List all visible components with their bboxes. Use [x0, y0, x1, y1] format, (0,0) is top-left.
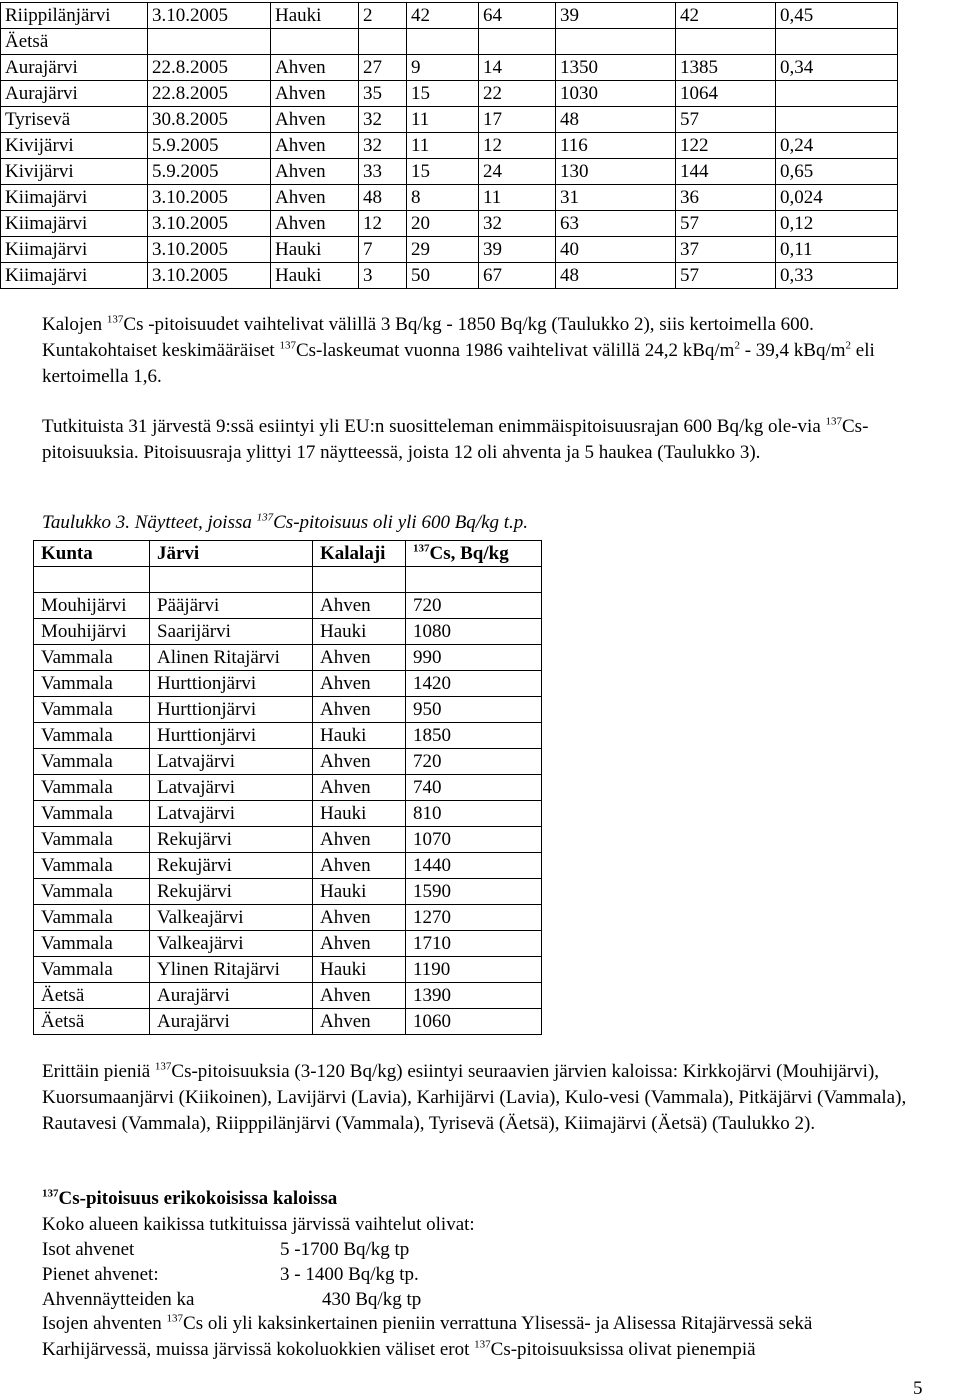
table-cell: Alinen Ritajärvi — [150, 645, 313, 671]
table-cell — [406, 567, 542, 593]
table-cell: Kivijärvi — [1, 159, 148, 185]
table-cell: Aurajärvi — [1, 81, 148, 107]
para3-sup-1: 137 — [154, 1060, 172, 1073]
table-row — [1, 159, 898, 185]
table-cell: 15 — [407, 81, 479, 107]
table-row — [34, 775, 542, 801]
table-row — [1, 133, 898, 159]
table-row — [1, 55, 898, 81]
table-cell: Ahven — [271, 159, 359, 185]
table-cell: 0,11 — [776, 237, 898, 263]
table-cell: 42 — [407, 3, 479, 29]
table-cell — [556, 29, 676, 55]
table-cell: 1190 — [406, 957, 542, 983]
paragraph-low-levels — [42, 1059, 922, 1137]
table-cell: 32 — [359, 133, 407, 159]
table-cell: 64 — [479, 3, 556, 29]
table-cell: Ahven — [313, 827, 406, 853]
header-cs — [406, 541, 542, 567]
table-cell: 67 — [479, 263, 556, 289]
para3-text-b: Cs-pitoisuuksia (3-120 Bq/kg) esiintyi seuraavien järvien kaloissa: Kirkkojärvi (Mouhijärvi), Kuorsumaanjärvi (Kiikoinen), Lavijärvi (Lavia), Karhijärvi (Lavia), Kulo-vesi (Vammala), Pitkäjärvi (Vammala), Rautavesi (Vammala), Riipppilänjärvi (Vammala), Tyrisevä (Äetsä), Kiimajärvi (Äetsä) (Taulukko 2). — [42, 1061, 907, 1134]
table-cell: 990 — [406, 645, 542, 671]
table-cell: 122 — [676, 133, 776, 159]
table-cell: Äetsä — [34, 983, 150, 1009]
table-cell: Vammala — [34, 801, 150, 827]
para1-text-b: Cs -pitoisuudet vaihtelivat välillä 3 Bq/kg - 1850 Bq/kg (Taulukko 2), siis kertoimella 600. Kuntakohtaiset keskimääräiset — [42, 314, 814, 361]
table-cell: 15 — [407, 159, 479, 185]
table-cell: 36 — [676, 185, 776, 211]
header-cs-label: Cs, Bq/kg — [429, 543, 509, 564]
table-cell: 37 — [676, 237, 776, 263]
para3-text-a: Erittäin pieniä — [42, 1061, 155, 1082]
table-cell: Hauki — [313, 723, 406, 749]
table-row — [34, 645, 542, 671]
table-cell: 720 — [406, 593, 542, 619]
table-cell: 8 — [407, 185, 479, 211]
table-cell: 1420 — [406, 671, 542, 697]
table-cell: Latvajärvi — [150, 749, 313, 775]
table-cell: Ahven — [271, 107, 359, 133]
para1-text-e: eli kertoimella 1,6. — [42, 340, 875, 387]
table-cell: Kivijärvi — [1, 133, 148, 159]
table-cell — [776, 81, 898, 107]
para1-sup-4: 2 — [845, 339, 852, 352]
table-cell: 42 — [676, 3, 776, 29]
table-row — [1, 29, 898, 55]
pair-label: Isot ahvenet — [42, 1239, 135, 1260]
table-cell — [148, 29, 271, 55]
table-cell: 11 — [407, 107, 479, 133]
table-cell: Ahven — [313, 749, 406, 775]
table-cell: Ahven — [313, 931, 406, 957]
para1-text-d: - 39,4 kBq/m — [739, 340, 846, 361]
table-cell: 22 — [479, 81, 556, 107]
table-row — [34, 619, 542, 645]
table-cell: Valkeajärvi — [150, 905, 313, 931]
table-cell: 1710 — [406, 931, 542, 957]
table-row — [34, 749, 542, 775]
table-cell: Äetsä — [1, 29, 148, 55]
table-cell: 1060 — [406, 1009, 542, 1035]
table-cell: 130 — [556, 159, 676, 185]
table-cell: Vammala — [34, 749, 150, 775]
table-cell — [271, 29, 359, 55]
caption-text-b: Cs-pitoisuus oli yli 600 Bq/kg t.p. — [273, 512, 529, 533]
table-row — [1, 237, 898, 263]
table-cell: Ylinen Ritajärvi — [150, 957, 313, 983]
table-cell: 0,24 — [776, 133, 898, 159]
table-row — [34, 671, 542, 697]
table-cell: Ahven — [271, 55, 359, 81]
para1-text-a: Kalojen — [42, 314, 107, 335]
table-cell: 3.10.2005 — [148, 3, 271, 29]
table-cell: 0,45 — [776, 3, 898, 29]
table-cell: Ahven — [313, 593, 406, 619]
table-cell — [776, 107, 898, 133]
table-cell: 35 — [359, 81, 407, 107]
table-cell: Hauki — [271, 237, 359, 263]
pair-row-2 — [42, 1262, 419, 1288]
table-cell: 3.10.2005 — [148, 237, 271, 263]
table-row — [34, 905, 542, 931]
table-row — [34, 801, 542, 827]
para2-sup-1: 137 — [825, 415, 842, 428]
para1-sup-1: 137 — [106, 313, 124, 326]
table-cell: 63 — [556, 211, 676, 237]
section-heading-sup: 137 — [42, 1187, 59, 1200]
table-cell: 20 — [407, 211, 479, 237]
table-cell: Vammala — [34, 671, 150, 697]
table-cell: 740 — [406, 775, 542, 801]
table-cell: Latvajärvi — [150, 775, 313, 801]
caption-text-a: Taulukko 3. Näytteet, joissa — [42, 512, 257, 533]
table-cell: 12 — [359, 211, 407, 237]
section-heading-title: Cs-pitoisuus erikokoisissa kaloissa — [58, 1188, 338, 1209]
table-row — [34, 697, 542, 723]
table-cell: Ahven — [313, 671, 406, 697]
table-cell: 1850 — [406, 723, 542, 749]
table-cell: 57 — [676, 107, 776, 133]
table-cell: Kiimajärvi — [1, 185, 148, 211]
table-cell: Hurttionjärvi — [150, 697, 313, 723]
table-3-empty-row — [34, 567, 542, 593]
table-cell: 950 — [406, 697, 542, 723]
table-cell: 0,34 — [776, 55, 898, 81]
table-cell: Rekujärvi — [150, 827, 313, 853]
table-cell: 0,33 — [776, 263, 898, 289]
table-cell: 1350 — [556, 55, 676, 81]
table-cell: Kiimajärvi — [1, 263, 148, 289]
table-cell — [150, 567, 313, 593]
table-cell: 9 — [407, 55, 479, 81]
table-cell: 0,12 — [776, 211, 898, 237]
table-cell: Vammala — [34, 957, 150, 983]
table-cell: 57 — [676, 211, 776, 237]
table-cell: 33 — [359, 159, 407, 185]
para2-text-a: Tutkituista 31 järvestä 9:ssä esiintyi yli EU:n suositteleman enimmäispitoisuusrajan 600 Bq/kg ole-via — [42, 416, 826, 437]
table-cell: Vammala — [34, 853, 150, 879]
table-cell: Ahven — [313, 697, 406, 723]
table-cell: 50 — [407, 263, 479, 289]
table-cell: 144 — [676, 159, 776, 185]
paragraph-cs-range — [42, 312, 922, 390]
table-cell: Ahven — [271, 81, 359, 107]
table-cell: Kiimajärvi — [1, 211, 148, 237]
table-cell — [359, 29, 407, 55]
pair-label: Ahvennäytteiden ka — [42, 1289, 195, 1310]
table-cell: 48 — [556, 263, 676, 289]
table-cell: Ahven — [271, 185, 359, 211]
table-cell: Hurttionjärvi — [150, 723, 313, 749]
table-cell: Mouhijärvi — [34, 619, 150, 645]
table-cell: Hauki — [271, 263, 359, 289]
pair-value: 430 Bq/kg tp — [322, 1289, 422, 1310]
table-cell: 116 — [556, 133, 676, 159]
table-cell: 1270 — [406, 905, 542, 931]
para1-sup-3: 2 — [734, 339, 740, 352]
table-cell: 22.8.2005 — [148, 55, 271, 81]
table-cell: Hurttionjärvi — [150, 671, 313, 697]
table-row — [34, 931, 542, 957]
last-text-a: Isojen ahventen — [42, 1313, 167, 1334]
table-cell: 1590 — [406, 879, 542, 905]
table-cell: Ahven — [313, 645, 406, 671]
table-cell: 12 — [479, 133, 556, 159]
table-cell: 24 — [479, 159, 556, 185]
table-cell: 5.9.2005 — [148, 159, 271, 185]
page-number: 5 — [913, 1378, 923, 1399]
table-cell: Ahven — [313, 905, 406, 931]
para2-text-b: Cs-pitoisuuksia. Pitoisuusraja ylittyi 17 näytteessä, joista 12 oli ahventa ja 5 haukea (Taulukko 3). — [42, 416, 869, 463]
table-row — [34, 853, 542, 879]
table-cell: 1390 — [406, 983, 542, 1009]
table-cell: 39 — [479, 237, 556, 263]
table-cell: 1070 — [406, 827, 542, 853]
header-kalalaji: Kalalaji — [313, 541, 406, 567]
table-cell: Hauki — [313, 619, 406, 645]
table-row — [1, 107, 898, 133]
table-row — [34, 1009, 542, 1035]
para1-sup-2: 137 — [279, 339, 296, 352]
table-cell: 7 — [359, 237, 407, 263]
table-3-body — [34, 593, 542, 1035]
table-cell: Valkeajärvi — [150, 931, 313, 957]
table-cell — [34, 567, 150, 593]
header-jarvi: Järvi — [150, 541, 313, 567]
last-sup-1: 137 — [166, 1312, 184, 1325]
table-cell: 27 — [359, 55, 407, 81]
pair-row-1 — [42, 1237, 410, 1263]
section-heading — [42, 1186, 337, 1212]
table-cell: 14 — [479, 55, 556, 81]
table-cell: 1064 — [676, 81, 776, 107]
table-cell — [407, 29, 479, 55]
table-cell: 1030 — [556, 81, 676, 107]
table-cell: 11 — [407, 133, 479, 159]
table-cell: Vammala — [34, 645, 150, 671]
table-cell: 57 — [676, 263, 776, 289]
para1-text-c: Cs-laskeumat vuonna 1986 vaihtelivat välillä 24,2 kBq/m — [295, 340, 735, 361]
header-cs-sup: 137 — [413, 542, 430, 555]
table-cell — [313, 567, 406, 593]
table-row — [34, 879, 542, 905]
table-cell: 11 — [479, 185, 556, 211]
table-cell — [479, 29, 556, 55]
table-cell: 0,024 — [776, 185, 898, 211]
table-cell: Äetsä — [34, 1009, 150, 1035]
pair-label: Pienet ahvenet: — [42, 1264, 159, 1285]
caption-sup: 137 — [256, 511, 274, 524]
table-cell: Ahven — [271, 211, 359, 237]
table-cell: Latvajärvi — [150, 801, 313, 827]
table-row — [1, 81, 898, 107]
table-cell: 3 — [359, 263, 407, 289]
table-cell: Aurajärvi — [150, 983, 313, 1009]
table-cell: 0,65 — [776, 159, 898, 185]
table-cell: 48 — [556, 107, 676, 133]
table-cell: Pääjärvi — [150, 593, 313, 619]
table-cell: 2 — [359, 3, 407, 29]
table-cell: 1440 — [406, 853, 542, 879]
table-cell: Vammala — [34, 879, 150, 905]
pair-value: 3 - 1400 Bq/kg tp. — [280, 1264, 419, 1285]
table-cell: Ahven — [313, 983, 406, 1009]
table-cell: 810 — [406, 801, 542, 827]
table-cell: Hauki — [313, 801, 406, 827]
table-row — [1, 263, 898, 289]
table-row — [34, 983, 542, 1009]
table-3-header-row — [34, 541, 542, 567]
table-cell: Vammala — [34, 931, 150, 957]
table-cell: 32 — [479, 211, 556, 237]
table-cell: Riippilänjärvi — [1, 3, 148, 29]
table-cell: 30.8.2005 — [148, 107, 271, 133]
table-row — [1, 211, 898, 237]
table-row — [34, 723, 542, 749]
table-cell: 17 — [479, 107, 556, 133]
table-cell: Ahven — [313, 853, 406, 879]
table-row — [1, 185, 898, 211]
last-sup-2: 137 — [474, 1338, 491, 1351]
section-intro: Koko alueen kaikissa tutkituissa järvissä vaihtelut olivat: — [42, 1214, 475, 1235]
table-cell: 3.10.2005 — [148, 211, 271, 237]
table-cell: 1385 — [676, 55, 776, 81]
table-2-continuation — [0, 2, 898, 289]
paragraph-eu-limit — [42, 414, 922, 466]
pair-row-3 — [42, 1287, 422, 1313]
table-cell: Ahven — [271, 133, 359, 159]
table-cell: Hauki — [313, 879, 406, 905]
table-cell: 22.8.2005 — [148, 81, 271, 107]
table-cell: 720 — [406, 749, 542, 775]
last-text-c: Cs-pitoisuuksissa olivat pienempiä — [490, 1339, 756, 1360]
table-cell: 1080 — [406, 619, 542, 645]
header-kunta: Kunta — [34, 541, 150, 567]
table-cell: Rekujärvi — [150, 879, 313, 905]
table-row — [34, 957, 542, 983]
table-cell — [676, 29, 776, 55]
table-3 — [33, 540, 542, 1035]
table-cell: 31 — [556, 185, 676, 211]
table-cell: Saarijärvi — [150, 619, 313, 645]
table-3-caption — [42, 510, 528, 536]
table-cell: 40 — [556, 237, 676, 263]
pair-value: 5 -1700 Bq/kg tp — [280, 1239, 410, 1260]
table-cell: Vammala — [34, 723, 150, 749]
table-cell: Kiimajärvi — [1, 237, 148, 263]
table-cell: 32 — [359, 107, 407, 133]
table-cell: Tyrisevä — [1, 107, 148, 133]
table-cell: Rekujärvi — [150, 853, 313, 879]
table-row — [34, 593, 542, 619]
table-cell: Vammala — [34, 905, 150, 931]
table-cell: 48 — [359, 185, 407, 211]
table-cell: Ahven — [313, 775, 406, 801]
table-cell: Aurajärvi — [150, 1009, 313, 1035]
table-cell: 5.9.2005 — [148, 133, 271, 159]
table-cell: Aurajärvi — [1, 55, 148, 81]
table-cell: Ahven — [313, 1009, 406, 1035]
table-cell — [776, 29, 898, 55]
table-2-body — [1, 3, 898, 289]
table-cell: Vammala — [34, 697, 150, 723]
table-row — [34, 827, 542, 853]
table-cell: 29 — [407, 237, 479, 263]
table-cell: Hauki — [271, 3, 359, 29]
last-text-b: Cs oli yli kaksinkertainen pieniin verrattuna Ylisessä- ja Alisessa Ritajärvessä sekä Karhijärvessä, muissa järvissä kokoluokkien väliset erot — [42, 1313, 813, 1360]
table-cell: Hauki — [313, 957, 406, 983]
table-row — [1, 3, 898, 29]
table-cell: 39 — [556, 3, 676, 29]
table-cell: 3.10.2005 — [148, 185, 271, 211]
table-cell: Vammala — [34, 775, 150, 801]
table-cell: 3.10.2005 — [148, 263, 271, 289]
paragraph-size-classes — [42, 1311, 922, 1363]
table-cell: Vammala — [34, 827, 150, 853]
table-cell: Mouhijärvi — [34, 593, 150, 619]
